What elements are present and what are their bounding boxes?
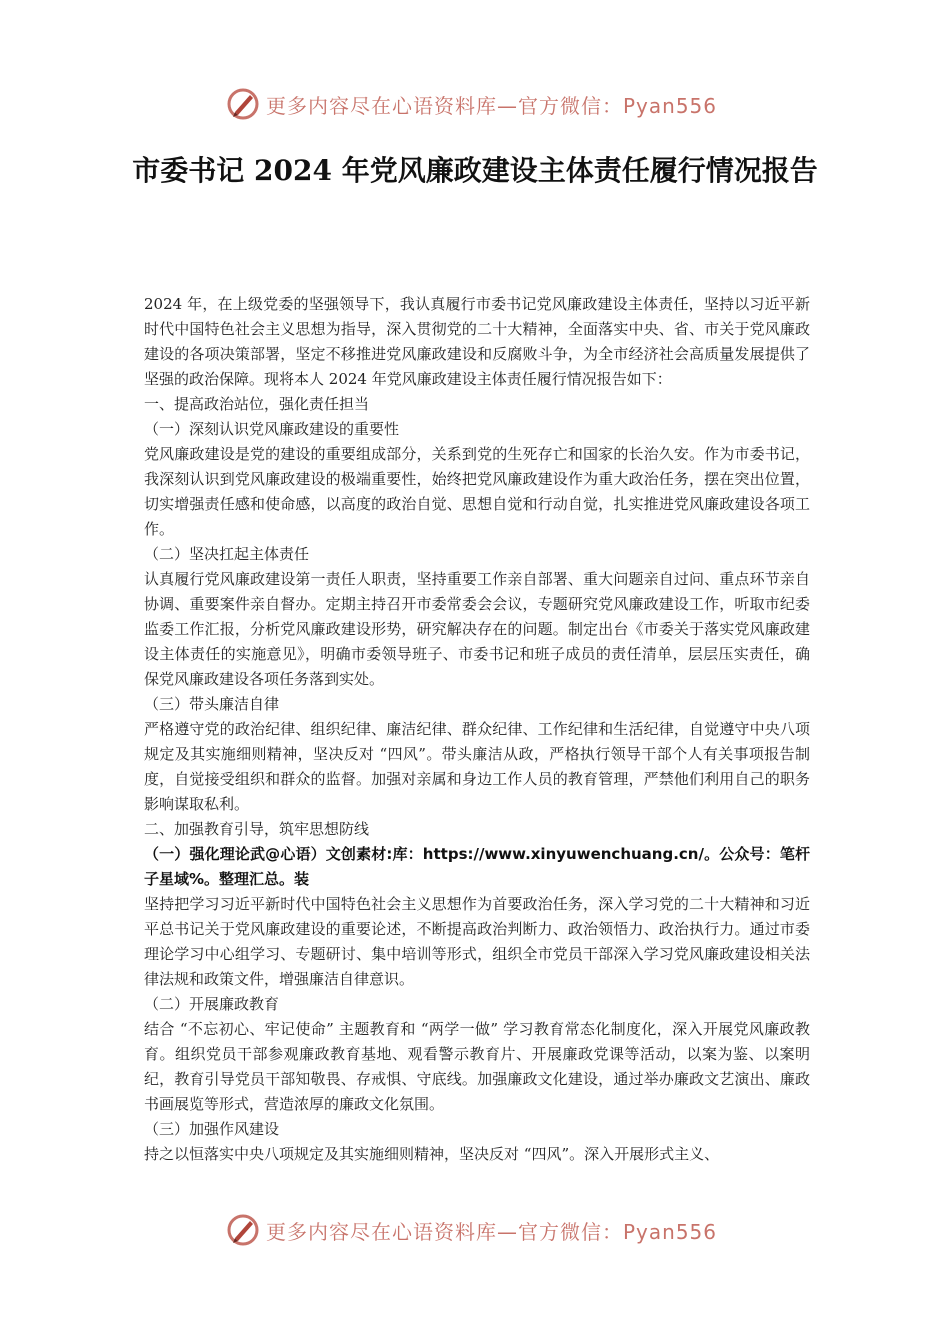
footer-banner [226,1210,717,1250]
paragraph-intro: 2024 年，在上级党委的坚强领导下，我认真履行市委书记党风廉政建设主体责任，坚持以习近平新时代中国特色社会主义思想为指导，深入贯彻党的二十大精神，全面落实中央、省、市关于党风廉政建设的各项决策部署，坚定不移推进党风廉政建设和反腐败斗争，为全市经济社会高质量发展提供了坚强的政治保障。现将本人 2024 年党风廉政建设主体责任履行情况报告如下： [144,295,810,388]
document-title: 市委书记 2024 年党风廉政建设主体责任履行情况报告 [132,154,818,187]
pen-brush-logo-icon [226,1213,260,1247]
header-banner [226,84,717,124]
subsection-heading: （二）坚决扛起主体责任 [144,545,310,563]
paragraph: 党风廉政建设是党的建设的重要组成部分，关系到党的生死存亡和国家的长治久安。作为市委书记，我深刻认识到党风廉政建设的极端重要性，始终把党风廉政建设作为重大政治任务，摆在突出位置，切实增强责任感和使命感，以高度的政治自觉、思想自觉和行动自觉，扎实推进党风廉政建设各项工作。 [144,445,810,538]
paragraph: 认真履行党风廉政建设第一责任人职责，坚持重要工作亲自部署、重大问题亲自过问、重点环节亲自协调、重要案件亲自督办。定期主持召开市委常委会会议，专题研究党风廉政建设工作，听取市纪委监委工作汇报，分析党风廉政建设形势，研究解决存在的问题。制定出台《市委关于落实党风廉政建设主体责任的实施意见》，明确市委领导班子、市委书记和班子成员的责任清单，层层压实责任，确保党风廉政建设各项任务落到实处。 [144,570,810,688]
paragraph: 严格遵守党的政治纪律、组织纪律、廉洁纪律、群众纪律、工作纪律和生活纪律，自觉遵守中央八项规定及其实施细则精神，坚决反对 “四风”。带头廉洁从政，严格执行领导干部个人有关事项报告制度，自觉接受组织和群众的监督。加强对亲属和身边工作人员的教育管理，严禁他们利用自己的职务影响谋取私利。 [144,720,810,813]
section-heading: 二、加强教育引导，筑牢思想防线 [144,820,370,838]
document-body [144,292,810,1167]
subsection-heading: （一）深刻认识党风廉政建设的重要性 [144,420,400,438]
paragraph: 结合 “不忘初心、牢记使命” 主题教育和 “两学一做” 学习教育常态化制度化，深入开展党风廉政教育。组织党员干部参观廉政教育基地、观看警示教育片、开展廉政党课等活动，以案为鉴、以案明纪，教育引导党员干部知敬畏、存戒惧、守底线。加强廉政文化建设，通过举办廉政文艺演出、廉政书画展览等形式，营造浓厚的廉政文化氛围。 [144,1020,810,1113]
pen-brush-logo-icon [226,87,260,121]
paragraph: 持之以恒落实中央八项规定及其实施细则精神，坚决反对 “四风”。深入开展形式主义、 [144,1145,720,1163]
promo-line: （一）强化理论武@心语）文创素材:库：https://www.xinyuwenchuang.cn/。公众号：笔杆子星域%。整理汇总。装 [144,845,810,888]
subsection-heading: （三）带头廉洁自律 [144,695,280,713]
paragraph: 坚持把学习习近平新时代中国特色社会主义思想作为首要政治任务，深入学习党的二十大精神和习近平总书记关于党风廉政建设的重要论述，不断提高政治判断力、政治领悟力、政治执行力。通过市委理论学习中心组学习、专题研讨、集中培训等形式，组织全市党员干部深入学习党风廉政建设相关法律法规和政策文件，增强廉洁自律意识。 [144,895,810,988]
banner-text: 更多内容尽在心语资料库—官方微信：Pyan556 [266,93,718,118]
banner-text: 更多内容尽在心语资料库—官方微信：Pyan556 [266,1219,718,1244]
section-heading: 一、提高政治站位，强化责任担当 [144,395,370,413]
subsection-heading: （二）开展廉政教育 [144,995,280,1013]
subsection-heading: （三）加强作风建设 [144,1120,280,1138]
